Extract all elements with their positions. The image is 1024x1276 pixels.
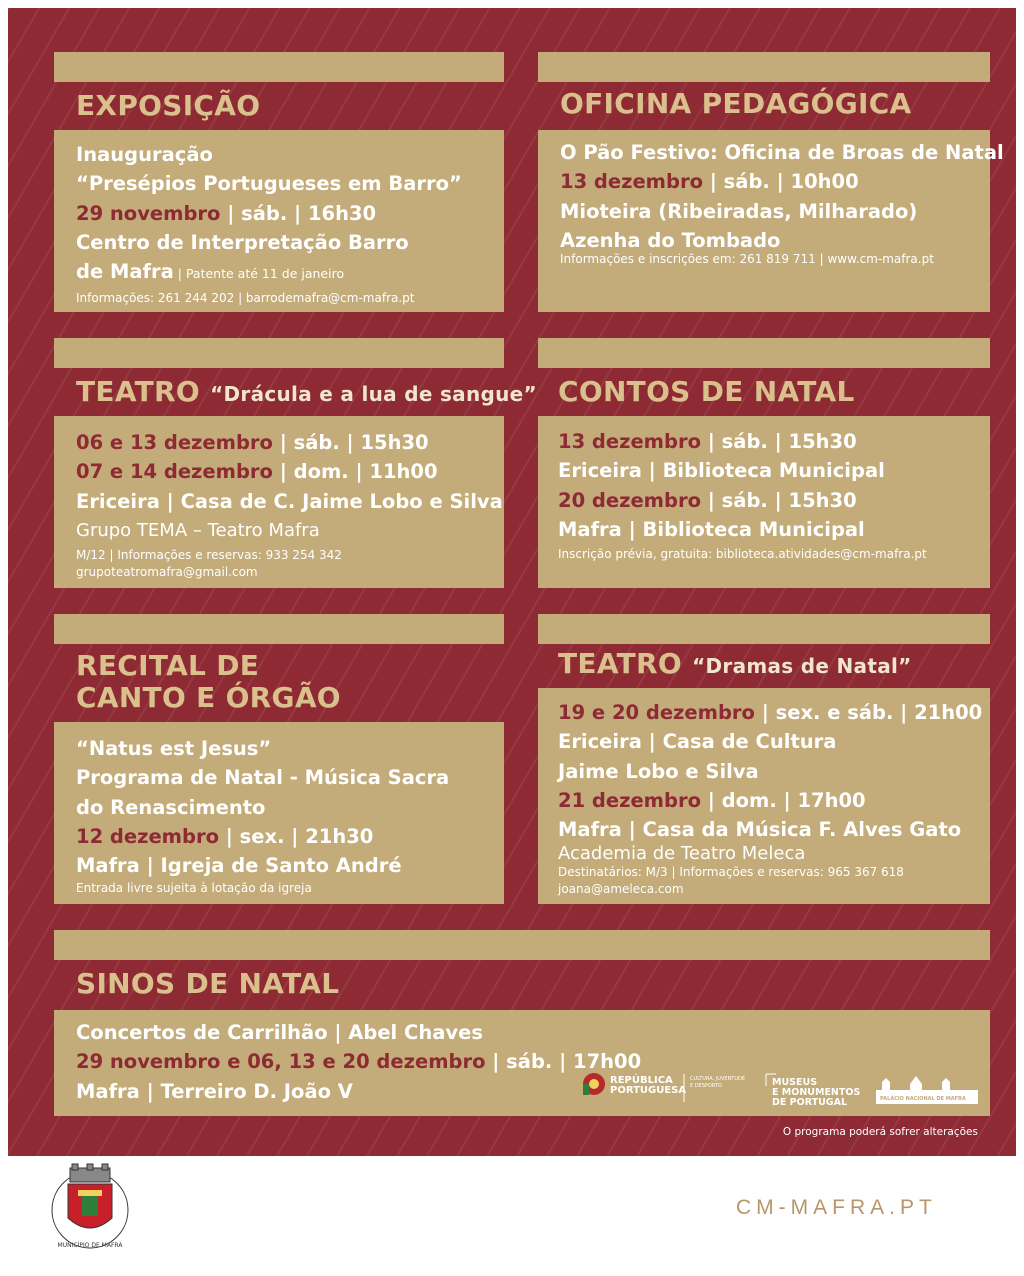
sinos-top-strip [54,930,990,960]
teatro2-info2: joana@ameleca.com [558,882,684,897]
sinos-body [76,1018,641,1106]
teatro1-info2: grupoteatromafra@gmail.com [76,565,258,580]
recital-line1: “Natus est Jesus” [76,737,272,760]
exposicao-time: | sáb. | 16h30 [220,201,377,225]
museus-line1: MUSEUS [772,1077,818,1088]
contos-date2: 20 dezembro [558,488,701,512]
teatro1-info1: M/12 | Informações e reservas: 933 254 342 [76,548,342,563]
oficina-heading: OFICINA PEDAGÓGICA [560,87,912,120]
crest-text: MUNICÍPIO DE MAFRA [57,1242,123,1249]
contos-time1: | sáb. | 15h30 [700,430,857,453]
sinos-heading: SINOS DE NATAL [76,967,340,1000]
exposicao-info: Informações: 261 244 202 | barrodemafra@cm-mafra.pt [76,291,415,306]
teatro2-datetime1 [558,698,982,727]
teatro1-time1: | sáb. | 15h30 [272,431,429,454]
teatro1-date1: 06 e 13 dezembro [76,431,273,454]
recital-title1: RECITAL DE [76,649,260,682]
teatro2-datetime2 [558,786,982,815]
teatro2-title: TEATRO [558,647,682,680]
museus-line3: DE PORTUGAL [772,1097,848,1108]
teatro1-time2: | dom. | 11h00 [272,460,438,484]
teatro1-date2: 07 e 14 dezembro [76,460,273,484]
teatro1-heading [76,376,537,410]
recital-info: Entrada livre sujeita à lotação da igreja [76,881,312,896]
contos-body [558,427,927,563]
teatro1-body [76,428,503,581]
contos-info: Inscrição prévia, gratuita: biblioteca.atividades@cm-mafra.pt [558,547,927,562]
oficina-time: | sáb. | 10h00 [702,170,859,194]
sinos-line1: Concertos de Carrilhão | Abel Chaves [76,1021,483,1044]
recital-line3: do Renascimento [76,795,266,819]
teatro1-datetime1 [76,428,503,457]
recital-datetime [76,822,449,851]
website-url[interactable]: CM-MAFRA.PT [736,1196,937,1219]
disclaimer-note: O programa poderá sofrer alterações [782,1126,978,1138]
republica-text [610,1076,686,1096]
museus-text [772,1078,860,1108]
teatro2-date2: 21 dezembro [558,788,701,812]
teatro2-time1: | sex. e sáb. | 21h00 [754,701,983,724]
teatro1-datetime2 [76,457,503,486]
contos-place2: Mafra | Biblioteca Municipal [558,517,865,541]
museus-line2: E MONUMENTOS [772,1087,861,1098]
recital-body [76,734,449,897]
contos-date1: 13 dezembro [558,430,701,453]
teatro2-top-strip [538,614,990,644]
partner-logos [580,1070,980,1110]
teatro1-title: TEATRO [76,375,200,408]
exposicao-place2-line [76,257,462,288]
sinos-place: Mafra | Terreiro D. João V [76,1079,353,1103]
teatro2-body [558,698,982,898]
recital-time: | sex. | 21h30 [218,824,374,848]
contos-place1: Ericeira | Biblioteca Municipal [558,459,885,483]
contos-datetime2 [558,486,927,515]
exposicao-patente: | Patente até 11 de janeiro [173,266,345,282]
teatro2-place2: Mafra | Casa da Música F. Alves Gato [558,818,962,842]
recital-top-strip [54,614,504,644]
republica-line2: PORTUGUESA [610,1085,687,1096]
contos-time2: | sáb. | 15h30 [700,488,857,512]
oficina-place1: Mioteira (Ribeiradas, Milharado) [560,199,918,223]
contos-datetime1 [558,427,927,456]
sinos-time: | sáb. | 17h00 [485,1050,642,1074]
cultura-text: CULTURA, JUVENTUDE E DESPORTO [690,1076,746,1089]
oficina-body [560,138,1004,268]
republica-line1: REPÚBLICA [610,1075,673,1086]
exposicao-body [76,140,462,307]
recital-line2: Programa de Natal - Música Sacra [76,766,450,790]
contos-heading: CONTOS DE NATAL [558,375,855,408]
recital-title2: CANTO E ÓRGÃO [76,681,341,714]
exposicao-line1: Inauguração [76,143,213,166]
teatro2-subtitle: “Dramas de Natal” [692,654,912,678]
exposicao-place2: de Mafra [76,260,174,284]
sinos-date: 29 novembro e 06, 13 e 20 dezembro [76,1050,486,1074]
teatro1-group: Grupo TEMA – Teatro Mafra [76,519,320,541]
palacio-text: PALÁCIO NACIONAL DE MAFRA [880,1096,966,1102]
oficina-top-strip [538,52,990,82]
teatro1-place: Ericeira | Casa de C. Jaime Lobo e Silva [76,489,503,513]
exposicao-datetime [76,199,462,228]
exposicao-heading: EXPOSIÇÃO [76,89,261,122]
exposicao-top-strip [54,52,504,82]
teatro2-group: Academia de Teatro Meleca [558,843,806,865]
recital-place: Mafra | Igreja de Santo André [76,854,402,878]
teatro2-info1: Destinatários: M/3 | Informações e reservas: 965 367 618 [558,865,904,880]
teatro2-place1b: Jaime Lobo e Silva [558,759,759,783]
contos-top-strip [538,338,990,368]
exposicao-place1: Centro de Interpretação Barro [76,230,409,254]
teatro2-time2: | dom. | 17h00 [700,788,866,812]
recital-heading [76,650,341,714]
exposicao-date: 29 novembro [76,201,221,225]
teatro2-date1: 19 e 20 dezembro [558,701,755,724]
oficina-line1: O Pão Festivo: Oficina de Broas de Natal [560,141,1004,164]
teatro2-place1a: Ericeira | Casa de Cultura [558,730,837,754]
oficina-datetime [560,167,1004,196]
exposicao-line2: “Presépios Portugueses em Barro” [76,172,462,196]
teatro1-subtitle: “Drácula e a lua de sangue” [210,382,537,406]
oficina-place2: Azenha do Tombado [560,228,781,252]
oficina-info: Informações e inscrições em: 261 819 711 | www.cm-mafra.pt [560,252,934,267]
oficina-date: 13 dezembro [560,170,703,194]
teatro1-top-strip [54,338,504,368]
teatro2-heading [558,648,912,682]
sinos-datetime [76,1047,641,1076]
municipio-crest [44,1160,136,1256]
recital-date: 12 dezembro [76,824,219,848]
